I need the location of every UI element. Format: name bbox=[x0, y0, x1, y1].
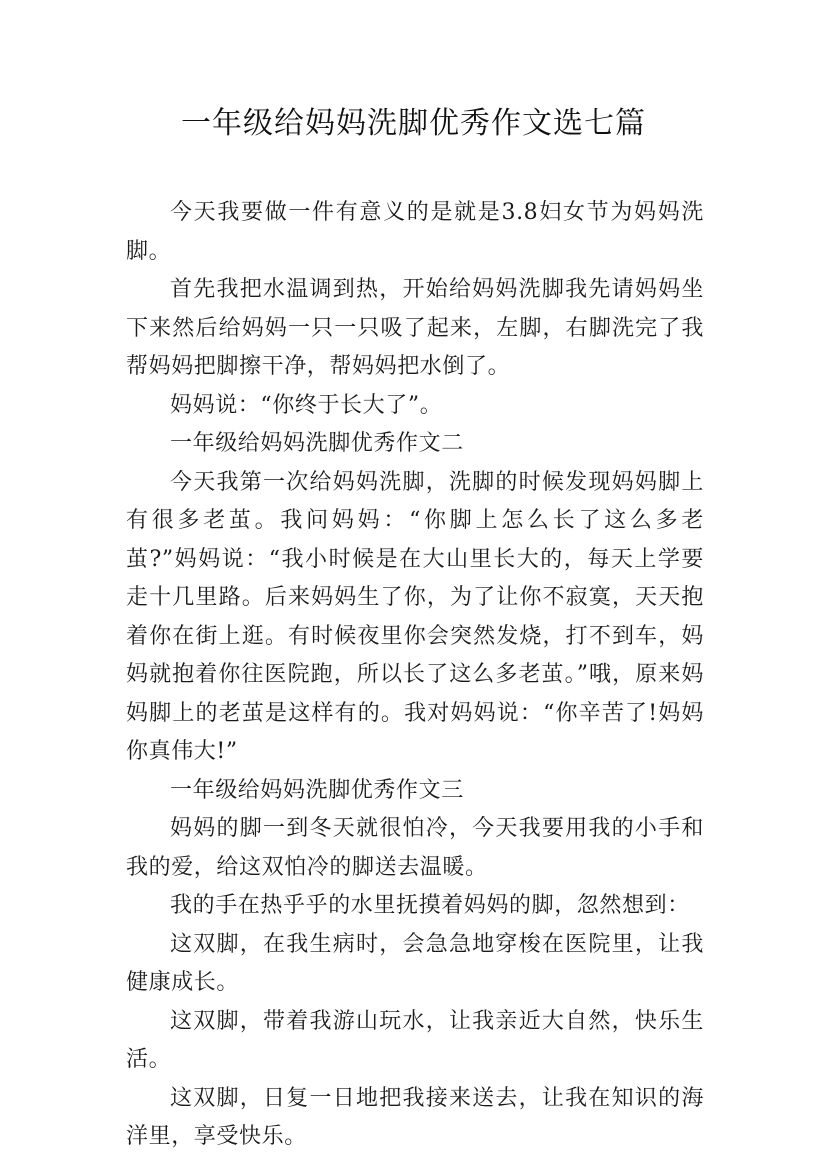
paragraph: 这双脚，在我生病时，会急急地穿梭在医院里，让我健康成长。 bbox=[126, 931, 704, 995]
section-heading: 一年级给妈妈洗脚优秀作文三 bbox=[170, 777, 464, 803]
document-title: 一年级给妈妈洗脚优秀作文选七篇 bbox=[181, 106, 646, 141]
paragraph: 这双脚，带着我游山玩水，让我亲近大自然，快乐生活。 bbox=[126, 1008, 704, 1072]
paragraph: 今天我第一次给妈妈洗脚，洗脚的时候发现妈妈脚上有很多老茧。我问妈妈：“你脚上怎么长了这么多老茧?”妈妈说：“我小时候是在大山里长大的，每天上学要走十几里路。后来妈妈生了你，为了让你不寂寞，天天抱着你在街上逛。有时候夜里你会突然发烧，打不到车，妈妈就抱着你往医院跑，所以长了这么多老茧。”哦，原来妈妈脚上的老茧是这样有的。我对妈妈说：“你辛苦了!妈妈你真伟大!” bbox=[126, 469, 704, 764]
paragraph: 妈妈说：“你终于长大了”。 bbox=[170, 392, 443, 418]
paragraph: 我的手在热乎乎的水里抚摸着妈妈的脚，忽然想到： bbox=[170, 893, 690, 918]
paragraph: 今天我要做一件有意义的是就是3.8妇女节为妈妈洗脚。 bbox=[126, 200, 704, 264]
document-body bbox=[126, 194, 704, 1157]
paragraph: 首先我把水温调到热，开始给妈妈洗脚我先请妈妈坐下来然后给妈妈一只一只吸了起来，左脚，右脚洗完了我帮妈妈把脚擦干净，帮妈妈把水倒了。 bbox=[126, 277, 704, 379]
paragraph: 这双脚，日复一日地把我接来送去，让我在知识的海洋里，享受快乐。 bbox=[126, 1085, 704, 1149]
paragraph: 妈妈的脚一到冬天就很怕冷，今天我要用我的小手和我的爱，给这双怕冷的脚送去温暖。 bbox=[126, 816, 704, 880]
section-heading: 一年级给妈妈洗脚优秀作文二 bbox=[170, 431, 464, 456]
